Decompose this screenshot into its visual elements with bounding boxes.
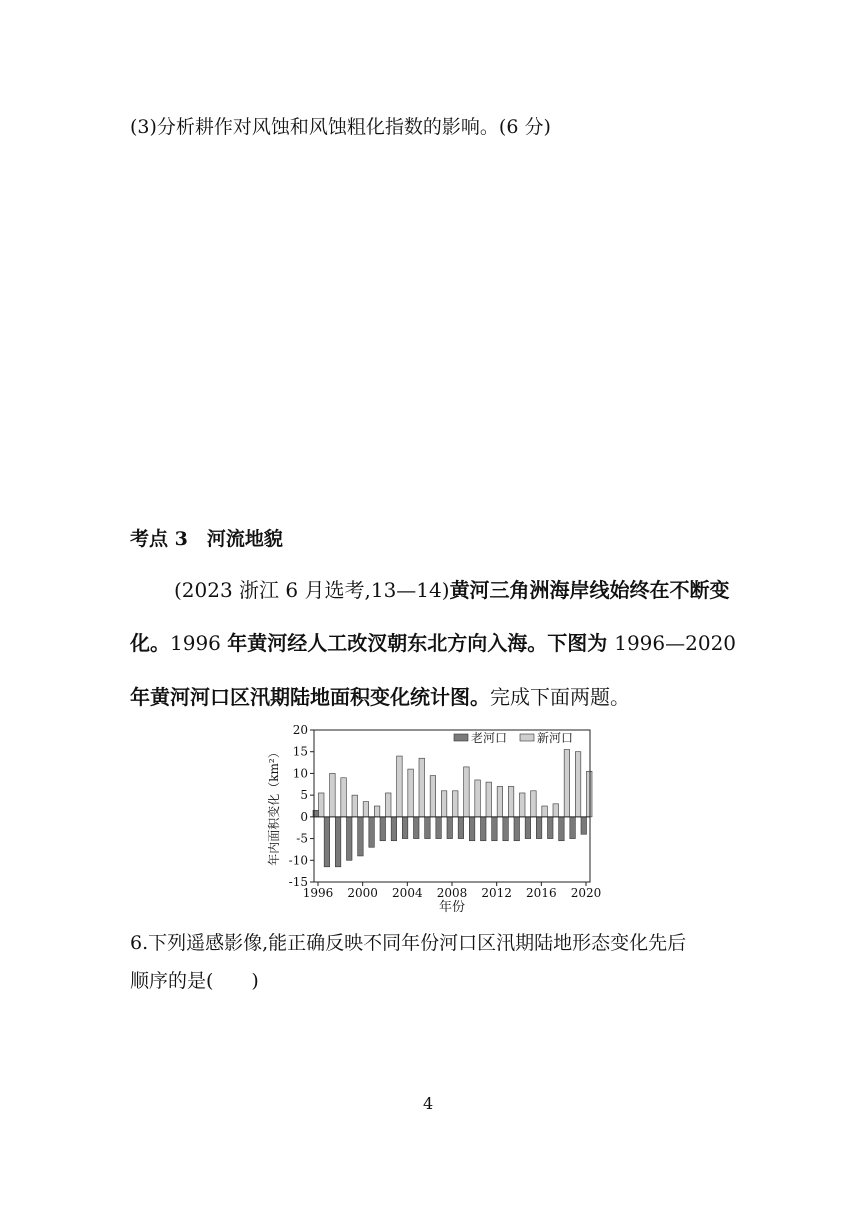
x-tick-label: 2004 bbox=[392, 886, 423, 900]
passage-text-bold-2a: 化。 bbox=[130, 631, 170, 655]
bar-old-mouth bbox=[525, 817, 531, 839]
y-tick-label: 5 bbox=[300, 788, 308, 803]
bar-old-mouth bbox=[358, 817, 364, 856]
x-tick-label: 2000 bbox=[347, 886, 378, 900]
bar-old-mouth bbox=[391, 817, 397, 841]
legend-label: 老河口 bbox=[471, 731, 508, 745]
bar-old-mouth bbox=[492, 817, 498, 841]
legend-swatch bbox=[520, 734, 534, 741]
bar-new-mouth bbox=[330, 773, 336, 816]
bar-old-mouth bbox=[536, 817, 542, 839]
bar-new-mouth bbox=[363, 802, 369, 817]
bar-old-mouth bbox=[347, 817, 353, 860]
bar-new-mouth bbox=[464, 767, 470, 817]
y-tick-label: -5 bbox=[296, 831, 308, 846]
y-tick-label: 15 bbox=[292, 744, 308, 759]
bar-old-mouth bbox=[369, 817, 375, 847]
bar-new-mouth bbox=[542, 806, 548, 817]
page-number: 4 bbox=[423, 1094, 434, 1113]
bar-new-mouth bbox=[564, 750, 570, 817]
bar-new-mouth bbox=[520, 793, 526, 817]
bar-old-mouth bbox=[581, 817, 587, 834]
bar-old-mouth bbox=[447, 817, 453, 839]
y-tick-label: 0 bbox=[300, 809, 308, 824]
bar-old-mouth bbox=[335, 817, 341, 867]
legend-label: 新河口 bbox=[537, 731, 574, 745]
passage-text-tail: 完成下面两题。 bbox=[490, 685, 630, 709]
y-tick-label: -15 bbox=[288, 875, 308, 889]
bar-old-mouth bbox=[458, 817, 464, 839]
bar-old-mouth bbox=[469, 817, 475, 841]
bar-new-mouth bbox=[553, 804, 559, 817]
land-area-change-chart bbox=[258, 716, 602, 916]
x-tick-label: 2008 bbox=[436, 886, 468, 900]
section-heading: 考点 3 河流地貌 bbox=[130, 528, 283, 550]
passage-source: (2023 浙江 6 月选考,13—14) bbox=[174, 578, 450, 602]
bar-new-mouth bbox=[419, 758, 425, 817]
bar-new-mouth bbox=[497, 786, 503, 816]
bar-old-mouth bbox=[425, 817, 431, 839]
passage-year: 1996 bbox=[170, 631, 228, 655]
question-3-text: (3)分析耕作对风蚀和风蚀粗化指数的影响。(6 分) bbox=[130, 116, 551, 138]
passage-line-3 bbox=[130, 681, 630, 710]
y-tick-label: 10 bbox=[292, 766, 308, 781]
bar-old-mouth bbox=[380, 817, 386, 841]
bar-old-mouth bbox=[414, 817, 420, 839]
legend-swatch bbox=[454, 734, 468, 741]
bar-new-mouth bbox=[587, 771, 593, 817]
bar-old-mouth bbox=[548, 817, 554, 839]
x-axis-label: 年份 bbox=[438, 900, 466, 915]
question-6-line-2: 顺序的是( ) bbox=[130, 970, 259, 992]
bar-new-mouth bbox=[430, 776, 436, 817]
bar-new-mouth bbox=[486, 782, 492, 817]
bar-new-mouth bbox=[475, 780, 481, 817]
passage-year-range: 1996—2020 bbox=[614, 631, 737, 655]
passage-line-1 bbox=[174, 574, 730, 603]
passage-line-2 bbox=[130, 627, 736, 656]
bar-old-mouth bbox=[570, 817, 576, 839]
y-tick-label: -10 bbox=[288, 853, 308, 868]
bar-old-mouth bbox=[559, 817, 565, 841]
bar-old-mouth bbox=[436, 817, 442, 839]
x-tick-label: 1996 bbox=[302, 886, 334, 900]
bar-old-mouth bbox=[503, 817, 509, 841]
bar-old-mouth bbox=[402, 817, 408, 839]
x-tick-label: 2016 bbox=[526, 886, 557, 900]
bar-new-mouth bbox=[397, 756, 403, 817]
x-tick-label: 2012 bbox=[481, 886, 512, 900]
x-tick-label: 2020 bbox=[570, 886, 602, 900]
bar-new-mouth bbox=[374, 806, 380, 817]
y-axis-label: 年内面积变化（km²） bbox=[267, 746, 281, 866]
bar-old-mouth bbox=[481, 817, 487, 841]
passage-text-bold-2b: 年黄河经人工改汊朝东北方向入海。下图为 bbox=[227, 631, 615, 655]
passage-text-bold-3: 年黄河河口区汛期陆地面积变化统计图。 bbox=[130, 685, 490, 709]
y-tick-label: 20 bbox=[292, 723, 308, 737]
bar-new-mouth bbox=[386, 793, 392, 817]
bar-new-mouth bbox=[453, 791, 459, 817]
bar-new-mouth bbox=[441, 791, 447, 817]
bar-new-mouth bbox=[508, 786, 514, 816]
bar-new-mouth bbox=[352, 795, 358, 817]
bar-new-mouth bbox=[575, 752, 581, 817]
bar-new-mouth bbox=[408, 769, 414, 817]
bar-old-mouth bbox=[514, 817, 520, 841]
bar-new-mouth bbox=[341, 778, 347, 817]
bar-new-mouth bbox=[319, 793, 325, 817]
bar-new-mouth bbox=[531, 791, 537, 817]
bar-old-mouth bbox=[324, 817, 330, 867]
question-6-line-1: 6.下列遥感影像,能正确反映不同年份河口区汛期陆地形态变化先后 bbox=[130, 932, 687, 954]
passage-text-bold-1: 黄河三角洲海岸线始终在不断变 bbox=[449, 578, 730, 602]
